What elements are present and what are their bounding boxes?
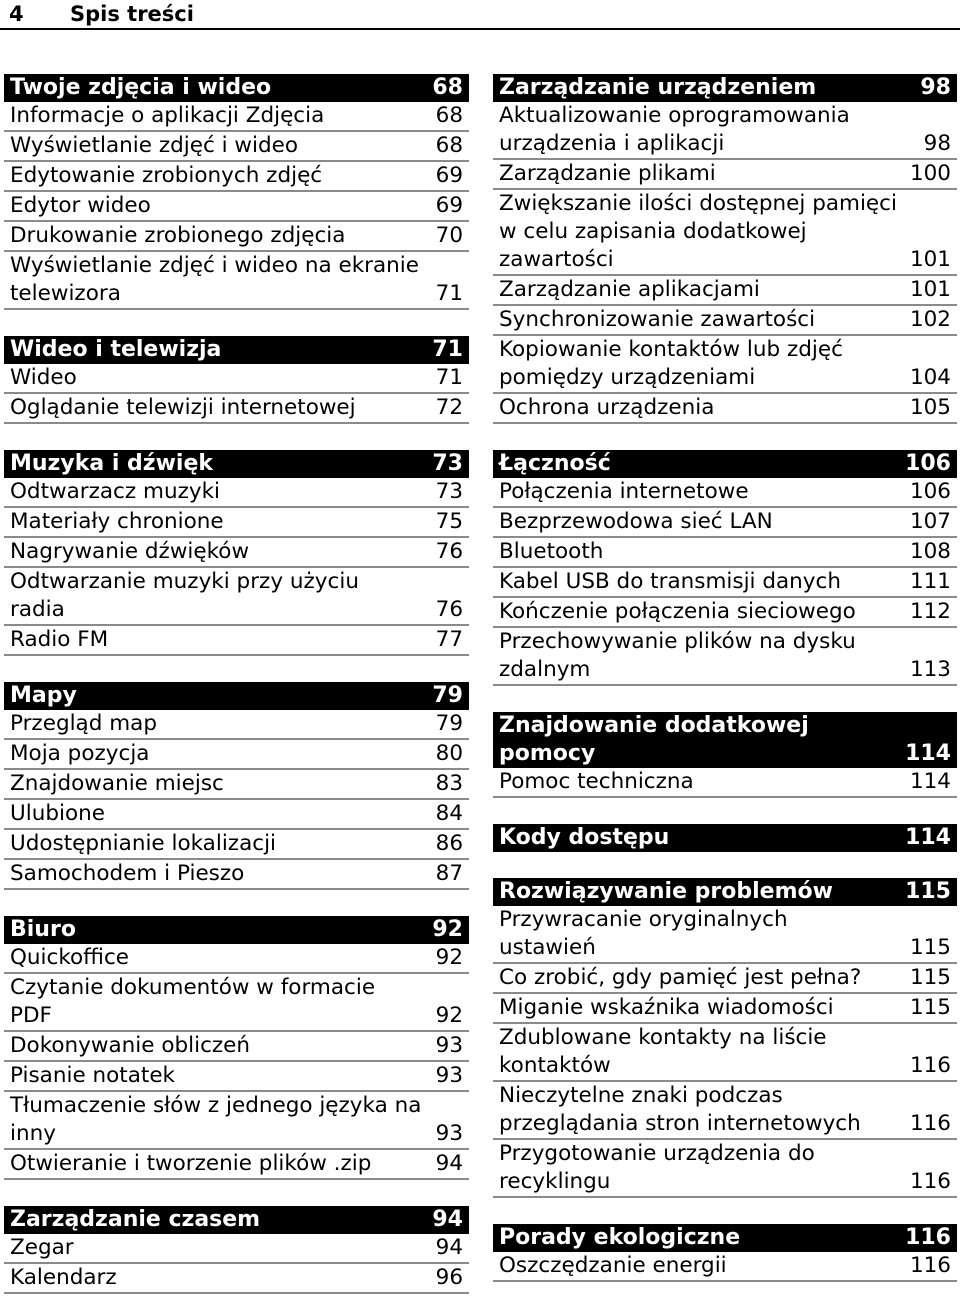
toc-entry[interactable] — [493, 160, 957, 190]
entry-title: Moja pozycja — [10, 741, 150, 766]
toc-section — [4, 682, 469, 890]
toc-section — [4, 916, 469, 1180]
entry-page-number: 69 — [435, 193, 463, 218]
toc-entry[interactable] — [493, 478, 957, 508]
toc-entry[interactable] — [493, 994, 957, 1024]
toc-entry[interactable] — [4, 568, 469, 626]
entry-title: Materiały chronione — [10, 509, 224, 534]
toc-section — [493, 74, 957, 424]
toc-entry[interactable] — [493, 1082, 957, 1140]
entry-title: Pisanie notatek — [10, 1063, 175, 1088]
entry-page-number: 76 — [435, 597, 463, 622]
entry-page-number: 79 — [435, 711, 463, 736]
entry-title: Tłumaczenie słów z jednego języka na inny — [10, 1093, 422, 1146]
entry-page-number: 114 — [909, 769, 951, 794]
entry-title: Zdublowane kontakty na liście kontaktów — [499, 1025, 827, 1078]
section-title: Łączność — [499, 451, 611, 476]
section-heading[interactable] — [4, 916, 469, 944]
entry-title: Bluetooth — [499, 539, 604, 564]
section-page-number: 71 — [432, 337, 463, 362]
entry-page-number: 112 — [909, 599, 951, 624]
toc-entry[interactable] — [493, 508, 957, 538]
toc-entry[interactable] — [4, 252, 469, 310]
entry-page-number: 115 — [909, 935, 951, 960]
section-heading[interactable] — [4, 336, 469, 364]
section-page-number: 92 — [432, 917, 463, 942]
entry-page-number: 116 — [909, 1169, 951, 1194]
entry-title: Znajdowanie miejsc — [10, 771, 224, 796]
entry-title: Aktualizowanie oprogramowania urządzenia i aplikacji — [499, 103, 850, 156]
entry-page-number: 93 — [435, 1033, 463, 1058]
entry-page-number: 73 — [435, 479, 463, 504]
entry-title: Przywracanie oryginalnych ustawień — [499, 907, 788, 960]
section-heading[interactable] — [4, 74, 469, 102]
toc-entry[interactable] — [4, 1234, 469, 1264]
section-page-number: 73 — [432, 451, 463, 476]
entry-page-number: 116 — [909, 1253, 951, 1278]
toc-entry[interactable] — [4, 1150, 469, 1180]
entry-title: Połączenia internetowe — [499, 479, 749, 504]
toc-section — [4, 450, 469, 656]
entry-title: Przygotowanie urządzenia do recyklingu — [499, 1141, 815, 1194]
toc-entry[interactable] — [493, 336, 957, 394]
entry-page-number: 72 — [435, 395, 463, 420]
toc-entry[interactable] — [4, 1062, 469, 1092]
entry-page-number: 92 — [435, 1003, 463, 1028]
section-title: Zarządzanie urządzeniem — [499, 75, 817, 100]
entry-page-number: 93 — [435, 1121, 463, 1146]
section-page-number: 98 — [920, 75, 951, 100]
entry-title: Dokonywanie obliczeń — [10, 1033, 251, 1058]
section-page-number: 106 — [905, 451, 951, 476]
toc-entry[interactable] — [4, 710, 469, 740]
toc-entry[interactable] — [493, 628, 957, 686]
entry-page-number: 100 — [909, 161, 951, 186]
entry-title: Samochodem i Pieszo — [10, 861, 245, 886]
section-heading[interactable] — [493, 878, 957, 906]
entry-page-number: 94 — [435, 1235, 463, 1260]
entry-title: Kabel USB do transmisji danych — [499, 569, 841, 594]
entry-title: Zegar — [10, 1235, 74, 1260]
page-header — [0, 0, 960, 30]
section-title: Rozwiązywanie problemów — [499, 879, 833, 904]
entry-page-number: 70 — [435, 223, 463, 248]
entry-page-number: 104 — [909, 365, 951, 390]
entry-page-number: 105 — [909, 395, 951, 420]
section-heading[interactable] — [493, 824, 957, 852]
section-page-number: 115 — [905, 879, 951, 904]
toc-entry[interactable] — [4, 394, 469, 424]
toc-section — [4, 74, 469, 310]
section-heading[interactable] — [4, 1206, 469, 1234]
entry-title: Radio FM — [10, 627, 109, 652]
toc-entry[interactable] — [4, 1264, 469, 1294]
section-heading[interactable] — [493, 1224, 957, 1252]
page-number: 4 — [9, 2, 24, 26]
toc-entry[interactable] — [4, 770, 469, 800]
section-title: Porady ekologiczne — [499, 1225, 741, 1250]
entry-title: Bezprzewodowa sieć LAN — [499, 509, 773, 534]
entry-page-number: 98 — [923, 131, 951, 156]
section-gap — [4, 310, 469, 336]
entry-title: Co zrobić, gdy pamięć jest pełna? — [499, 965, 862, 990]
section-title: Mapy — [10, 683, 77, 708]
toc-entry[interactable] — [4, 860, 469, 890]
toc-entry[interactable] — [4, 626, 469, 656]
section-gap — [493, 1198, 957, 1224]
entry-title: Informacje o aplikacji Zdjęcia — [10, 103, 325, 128]
entry-page-number: 77 — [435, 627, 463, 652]
entry-page-number: 92 — [435, 945, 463, 970]
toc-entry[interactable] — [4, 192, 469, 222]
toc-section — [493, 1224, 957, 1282]
entry-title: Kończenie połączenia sieciowego — [499, 599, 856, 624]
toc-entry[interactable] — [493, 598, 957, 628]
entry-page-number: 80 — [435, 741, 463, 766]
toc-entry[interactable] — [4, 364, 469, 394]
entry-title: Nagrywanie dźwięków — [10, 539, 250, 564]
toc-entry[interactable] — [4, 102, 469, 132]
toc-left-column — [4, 74, 469, 1294]
toc-entry[interactable] — [4, 944, 469, 974]
entry-page-number: 94 — [435, 1151, 463, 1176]
entry-page-number: 108 — [909, 539, 951, 564]
toc-entry[interactable] — [493, 190, 957, 276]
toc-section — [493, 712, 957, 798]
section-heading[interactable] — [4, 682, 469, 710]
section-page-number: 94 — [432, 1207, 463, 1232]
section-page-number: 116 — [905, 1225, 951, 1250]
toc-entry[interactable] — [493, 568, 957, 598]
entry-title: Odtwarzanie muzyki przy użyciu radia — [10, 569, 359, 622]
entry-page-number: 116 — [909, 1053, 951, 1078]
entry-title: Oglądanie telewizji internetowej — [10, 395, 356, 420]
toc-entry[interactable] — [493, 102, 957, 160]
entry-title: Oszczędzanie energii — [499, 1253, 727, 1278]
toc-entry[interactable] — [4, 1032, 469, 1062]
section-title: Kody dostępu — [499, 825, 670, 850]
toc-entry[interactable] — [493, 1252, 957, 1282]
section-gap — [493, 686, 957, 712]
entry-page-number: 96 — [435, 1265, 463, 1290]
entry-page-number: 84 — [435, 801, 463, 826]
section-title: Twoje zdjęcia i wideo — [10, 75, 272, 100]
entry-title: Udostępnianie lokalizacji — [10, 831, 277, 856]
entry-title: Ochrona urządzenia — [499, 395, 715, 420]
toc-entry[interactable] — [493, 394, 957, 424]
toc-section — [4, 1206, 469, 1294]
toc-entry[interactable] — [4, 508, 469, 538]
entry-page-number: 101 — [909, 277, 951, 302]
section-title: Muzyka i dźwięk — [10, 451, 214, 476]
entry-title: Synchronizowanie zawartości — [499, 307, 816, 332]
entry-page-number: 107 — [909, 509, 951, 534]
section-title: Znajdowanie dodatkowej pomocy — [499, 713, 809, 766]
entry-page-number: 68 — [435, 103, 463, 128]
entry-page-number: 75 — [435, 509, 463, 534]
toc-entry[interactable] — [4, 162, 469, 192]
entry-title: Kalendarz — [10, 1265, 117, 1290]
section-gap — [4, 890, 469, 916]
entry-page-number: 83 — [435, 771, 463, 796]
toc-entry[interactable] — [493, 768, 957, 798]
section-gap — [493, 852, 957, 878]
entry-title: Przechowywanie plików na dysku zdalnym — [499, 629, 856, 682]
section-heading[interactable] — [493, 450, 957, 478]
entry-title: Ulubione — [10, 801, 105, 826]
section-heading[interactable] — [4, 450, 469, 478]
entry-page-number: 111 — [909, 569, 951, 594]
entry-title: Zwiększanie ilości dostępnej pamięci w celu zapisania dodatkowej zawartości — [499, 191, 897, 272]
toc-entry[interactable] — [493, 1140, 957, 1198]
entry-title: Wyświetlanie zdjęć i wideo — [10, 133, 299, 158]
toc-section — [493, 824, 957, 852]
toc-right-column — [493, 74, 957, 1282]
section-title: Wideo i telewizja — [10, 337, 222, 362]
toc-entry[interactable] — [493, 538, 957, 568]
toc-section — [4, 336, 469, 424]
entry-page-number: 71 — [435, 365, 463, 390]
section-gap — [493, 424, 957, 450]
section-page-number: 114 — [905, 741, 951, 766]
entry-title: Nieczytelne znaki podczas przeglądania stron internetowych — [499, 1083, 861, 1136]
entry-page-number: 69 — [435, 163, 463, 188]
toc-entry[interactable] — [4, 222, 469, 252]
entry-title: Edytor wideo — [10, 193, 151, 218]
section-gap — [493, 798, 957, 824]
entry-title: Drukowanie zrobionego zdjęcia — [10, 223, 346, 248]
entry-page-number: 71 — [435, 281, 463, 306]
entry-title: Quickoffice — [10, 945, 130, 970]
entry-page-number: 93 — [435, 1063, 463, 1088]
entry-page-number: 76 — [435, 539, 463, 564]
entry-title: Odtwarzacz muzyki — [10, 479, 221, 504]
entry-title: Edytowanie zrobionych zdjęć — [10, 163, 323, 188]
toc-entry[interactable] — [4, 830, 469, 860]
toc-entry[interactable] — [493, 276, 957, 306]
toc-entry[interactable] — [493, 1024, 957, 1082]
entry-title: Kopiowanie kontaktów lub zdjęć pomiędzy urządzeniami — [499, 337, 843, 390]
toc-entry[interactable] — [4, 478, 469, 508]
entry-page-number: 102 — [909, 307, 951, 332]
toc-section — [493, 450, 957, 686]
entry-page-number: 115 — [909, 995, 951, 1020]
page-title: Spis treści — [70, 2, 194, 26]
toc-entry[interactable] — [4, 800, 469, 830]
section-page-number: 68 — [432, 75, 463, 100]
section-heading[interactable] — [493, 712, 957, 768]
section-gap — [4, 656, 469, 682]
entry-title: Wideo — [10, 365, 77, 390]
section-title: Zarządzanie czasem — [10, 1207, 261, 1232]
entry-page-number: 106 — [909, 479, 951, 504]
entry-title: Przegląd map — [10, 711, 157, 736]
toc-entry[interactable] — [4, 132, 469, 162]
section-heading[interactable] — [493, 74, 957, 102]
toc-entry[interactable] — [4, 538, 469, 568]
toc-entry[interactable] — [4, 974, 469, 1032]
entry-title: Pomoc techniczna — [499, 769, 694, 794]
section-gap — [4, 424, 469, 450]
entry-page-number: 68 — [435, 133, 463, 158]
section-page-number: 114 — [905, 825, 951, 850]
entry-title: Wyświetlanie zdjęć i wideo na ekranie telewizora — [10, 253, 420, 306]
entry-page-number: 116 — [909, 1111, 951, 1136]
toc-entry[interactable] — [493, 964, 957, 994]
entry-page-number: 115 — [909, 965, 951, 990]
entry-title: Miganie wskaźnika wiadomości — [499, 995, 834, 1020]
entry-page-number: 101 — [909, 247, 951, 272]
toc-entry[interactable] — [4, 1092, 469, 1150]
toc-entry[interactable] — [493, 306, 957, 336]
entry-title: Czytanie dokumentów w formacie PDF — [10, 975, 376, 1028]
section-gap — [4, 1180, 469, 1206]
section-page-number: 79 — [432, 683, 463, 708]
entry-title: Otwieranie i tworzenie plików .zip — [10, 1151, 372, 1176]
toc-entry[interactable] — [493, 906, 957, 964]
entry-page-number: 87 — [435, 861, 463, 886]
entry-page-number: 86 — [435, 831, 463, 856]
entry-title: Zarządzanie aplikacjami — [499, 277, 760, 302]
entry-page-number: 113 — [909, 657, 951, 682]
section-title: Biuro — [10, 917, 76, 942]
toc-section — [493, 878, 957, 1198]
entry-title: Zarządzanie plikami — [499, 161, 716, 186]
toc-entry[interactable] — [4, 740, 469, 770]
